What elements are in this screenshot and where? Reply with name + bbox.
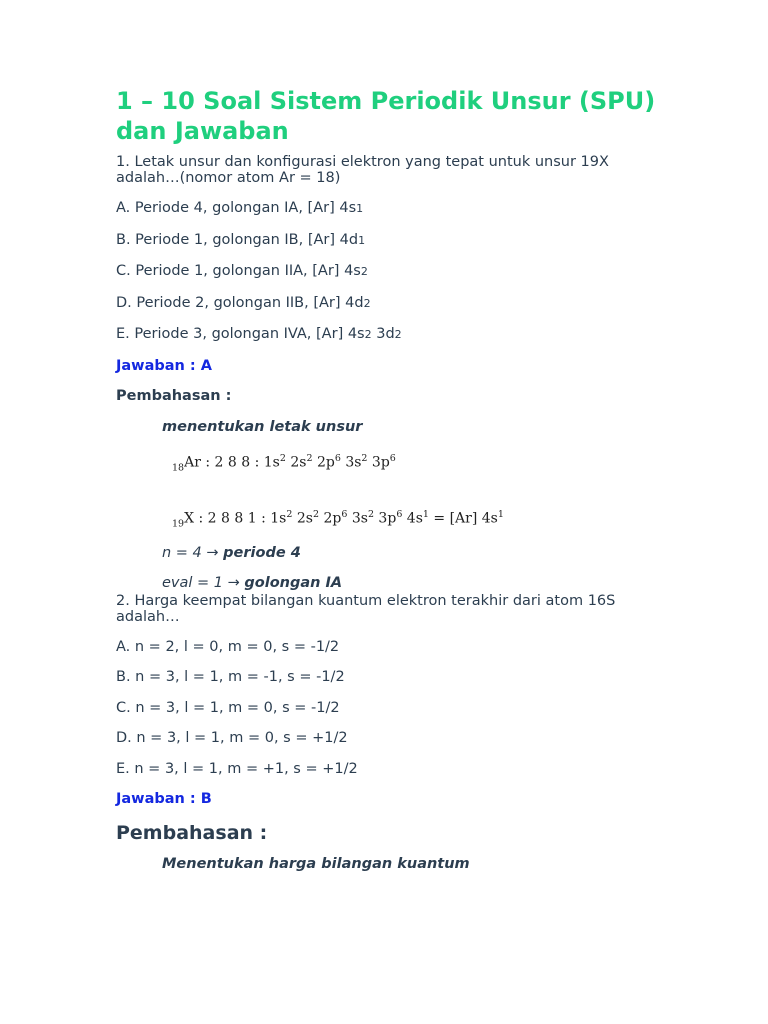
question-2-option-a: A. n = 2, l = 0, m = 0, s = -1/2: [116, 638, 340, 655]
formula-x-sup: 1: [497, 508, 504, 520]
option-b-sup: 1: [358, 233, 366, 247]
question-1-option-d: [116, 295, 676, 312]
question-2-pembahasan-heading: Pembahasan :: [116, 821, 268, 844]
article-content: [116, 86, 676, 886]
formula-ar-sup: 2: [306, 452, 313, 464]
formula-x-part: 3s: [347, 510, 368, 527]
formula-x-part: 2s: [292, 510, 313, 527]
option-a-text: A. Periode 4, golongan IA, [Ar] 4s: [116, 200, 357, 216]
calc-golongan-result: golongan IA: [244, 574, 343, 591]
question-1-option-e: [116, 326, 676, 343]
question-2-option-b: B. n = 3, l = 1, m = -1, s = -1/2: [116, 669, 345, 685]
question-1-explanation: [116, 419, 676, 435]
question-1-text: 1. Letak unsur dan konfigurasi elektron yang tepat untuk unsur 19X adalah…(nomor atom Ar = 18): [116, 154, 609, 186]
question-1-option-c: [116, 263, 676, 280]
formula-ar-configuration: [116, 449, 676, 473]
formula-x-configuration: [116, 505, 676, 529]
calc-periode: [162, 545, 676, 561]
option-d-text: D. Periode 2, golongan IIB, [Ar] 4d: [116, 294, 364, 311]
formula-x-sup: 2: [367, 508, 374, 520]
formula-ar-sup: 2: [279, 452, 286, 464]
question-2-answer: Jawaban : B: [116, 791, 212, 807]
question-1-option-a: [116, 200, 676, 217]
option-c-sup: 2: [360, 265, 368, 278]
formula-x-part: 4s: [402, 510, 423, 527]
formula-x-part: 3p: [373, 510, 397, 527]
step-title-letak-unsur: menentukan letak unsur: [162, 418, 363, 435]
formula-ar-part: Ar : 2 8 8 : 1s: [184, 454, 280, 471]
formula-ar-part: 2p: [312, 454, 335, 471]
calc-golongan: [162, 575, 676, 591]
option-e-text: E. Periode 3, golongan IVA, [Ar] 4s: [116, 326, 365, 342]
formula-ar-sup: 2: [361, 452, 368, 464]
option-b-text: B. Periode 1, golongan IB, [Ar] 4d: [116, 231, 359, 248]
question-1-option-b: [116, 232, 676, 249]
formula-x-part: = [Ar] 4s: [428, 510, 498, 527]
formula-x-atomic-number: 19: [172, 517, 185, 529]
formula-ar-sup: 6: [334, 452, 341, 464]
question-1-answer: Jawaban : A: [116, 357, 212, 374]
calc-periode-result: periode 4: [223, 544, 301, 561]
question-2-option-e: E. n = 3, l = 1, m = +1, s = +1/2: [116, 760, 358, 777]
formula-x-sup: 1: [422, 508, 429, 520]
question-2-option-d: D. n = 3, l = 1, m = 0, s = +1/2: [116, 730, 348, 746]
formula-ar-part: 2s: [285, 454, 307, 471]
step-title-bilangan-kuantum: Menentukan harga bilangan kuantum: [162, 855, 470, 872]
formula-ar-atomic-number: 18: [172, 461, 185, 473]
question-2-text: 2. Harga keempat bilangan kuantum elektron terakhir dari atom 16S adalah…: [116, 592, 616, 625]
formula-x-part: X : 2 8 8 1 : 1s: [184, 510, 287, 527]
option-e-sup2: 2: [394, 328, 402, 341]
formula-x-sup: 6: [341, 508, 348, 520]
question-1-calculation: [116, 545, 676, 591]
question-1-pembahasan-heading: Pembahasan :: [116, 388, 232, 404]
option-a-sup: 1: [356, 202, 364, 215]
question-2-explanation: [116, 856, 676, 872]
formula-x-sup: 2: [286, 508, 293, 520]
calc-periode-label: n = 4 →: [162, 544, 224, 561]
question-2-option-c: C. n = 3, l = 1, m = 0, s = -1/2: [116, 699, 340, 716]
calc-golongan-label: eval = 1 →: [162, 574, 245, 591]
option-e-sup: 2: [364, 328, 372, 341]
option-e-text2: 3d: [371, 326, 395, 342]
formula-x-part: 2p: [319, 510, 342, 527]
formula-ar-sup: 6: [389, 452, 396, 464]
option-d-sup: 2: [363, 296, 371, 310]
formula-ar-part: 3s: [340, 454, 362, 471]
formula-x-sup: 2: [312, 508, 320, 520]
option-c-text: C. Periode 1, golongan IIA, [Ar] 4s: [116, 263, 361, 279]
page-title: 1 – 10 Soal Sistem Periodik Unsur (SPU) dan Jawaban: [116, 87, 656, 145]
formula-x-sup: 6: [396, 508, 403, 520]
formula-ar-part: 3p: [367, 454, 390, 471]
